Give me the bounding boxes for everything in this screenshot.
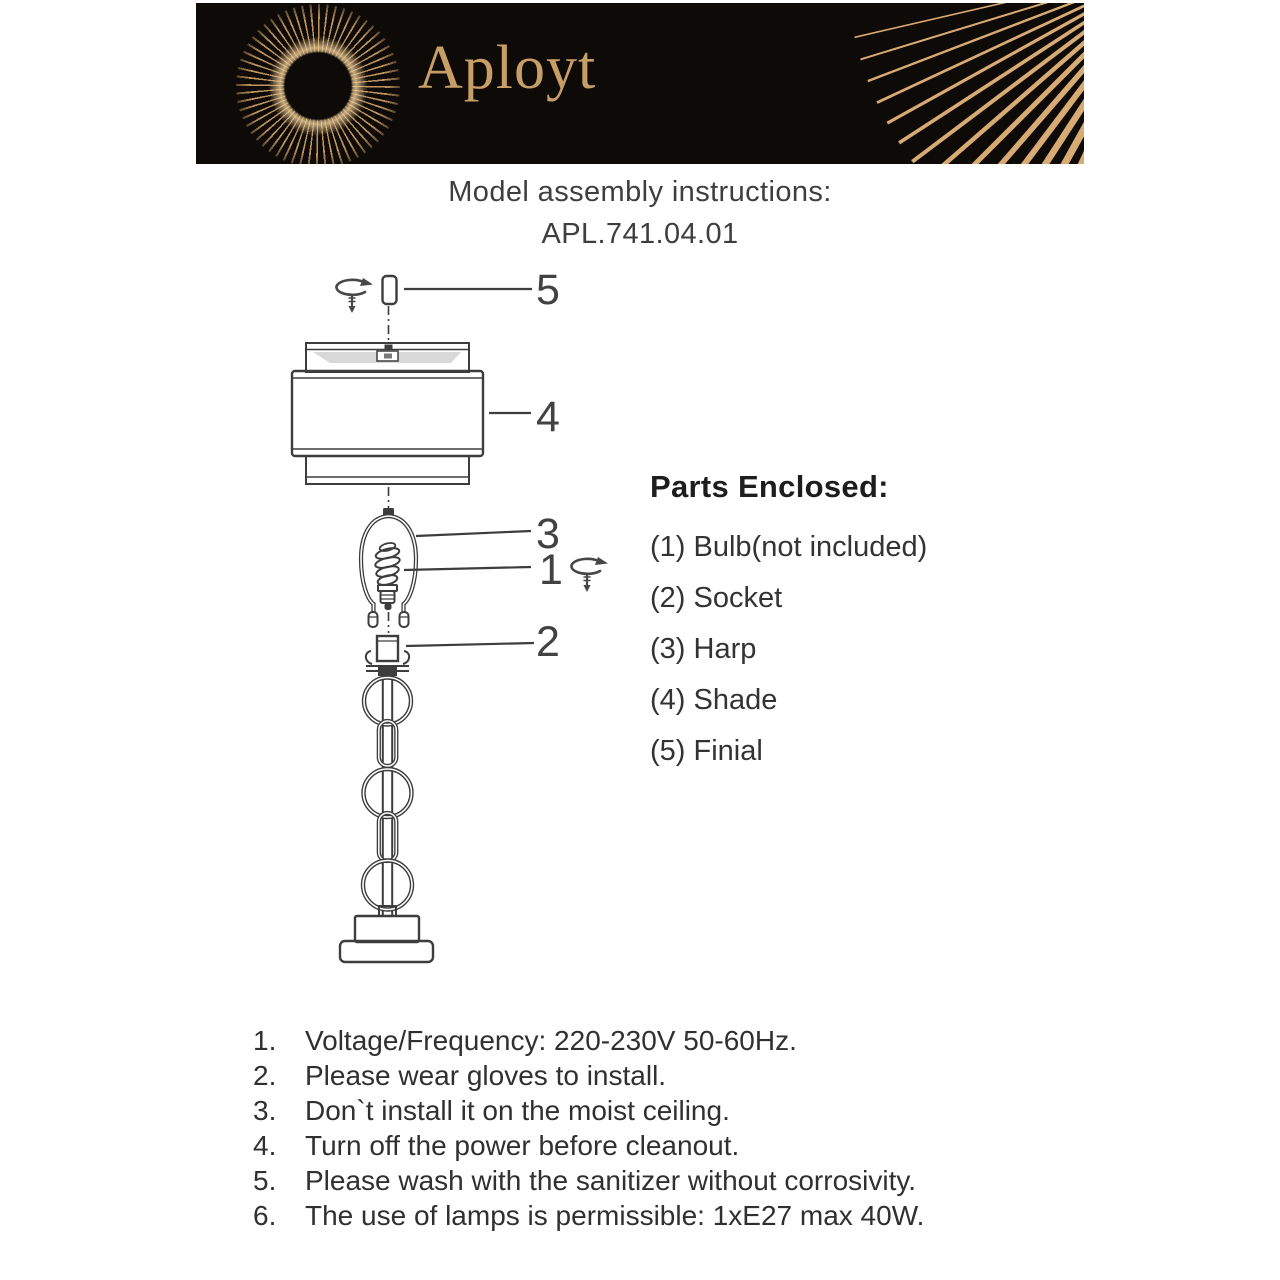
leader-line-socket <box>406 643 534 646</box>
part-item: (3) Harp <box>650 633 757 665</box>
instruction-item <box>253 1198 924 1233</box>
instruction-text: Please wear gloves to install. <box>305 1060 667 1091</box>
part-item: (1) Bulb(not included) <box>650 531 928 563</box>
instruction-number: 1. <box>253 1025 277 1056</box>
instruction-number: 2. <box>253 1060 277 1091</box>
instruction-number: 6. <box>253 1200 277 1231</box>
instruction-text: Please wash with the sanitizer without corrosivity. <box>305 1165 917 1196</box>
part-item: (4) Shade <box>650 684 778 716</box>
rotate-screw-icon <box>571 557 608 592</box>
instruction-text: Voltage/Frequency: 220-230V 50-60Hz. <box>305 1025 797 1056</box>
part-number-label: 3 <box>536 510 560 558</box>
part-number-label: 1 <box>539 546 563 594</box>
instruction-item <box>253 1128 924 1163</box>
model-number: APL.741.04.01 <box>541 218 739 250</box>
part-number-label: 5 <box>536 266 560 314</box>
part-number-label: 2 <box>536 618 560 666</box>
instruction-item <box>253 1058 924 1093</box>
brand-name: Aployt <box>418 34 597 102</box>
shade-drawing <box>292 343 483 512</box>
part-number-label: 4 <box>536 393 560 441</box>
title-block <box>0 171 1280 255</box>
instructions-list <box>253 1023 924 1233</box>
rotate-screw-icon <box>336 278 373 313</box>
leader-line-bulb <box>404 567 531 570</box>
leader-line-harp <box>416 531 531 536</box>
page-title: Model assembly instructions: <box>448 176 832 208</box>
instruction-text: Don`t install it on the moist ceiling. <box>305 1095 730 1126</box>
base-lower-tier <box>340 941 433 962</box>
brand-banner <box>196 3 1084 164</box>
part-item: (2) Socket <box>650 582 783 614</box>
instruction-number: 5. <box>253 1165 277 1196</box>
instruction-item <box>253 1093 924 1128</box>
instruction-item <box>253 1163 924 1198</box>
instruction-number: 4. <box>253 1130 277 1161</box>
parts-enclosed-list <box>650 470 927 777</box>
instruction-text: Turn off the power before cleanout. <box>305 1130 740 1161</box>
lamp-assembly-diagram <box>270 255 620 985</box>
finial-drawing <box>336 276 396 341</box>
part-item: (5) Finial <box>650 735 763 767</box>
instruction-text: The use of lamps is permissible: 1xE27 max 40W. <box>305 1200 925 1231</box>
parts-heading: Parts Enclosed: <box>650 469 889 504</box>
instruction-item <box>253 1023 924 1058</box>
instruction-number: 3. <box>253 1095 277 1126</box>
base-upper-tier <box>355 916 419 942</box>
socket-drawing <box>366 636 409 676</box>
lamp-body-drawing <box>340 676 433 962</box>
ray-fan-decoration-icon <box>196 3 1084 164</box>
